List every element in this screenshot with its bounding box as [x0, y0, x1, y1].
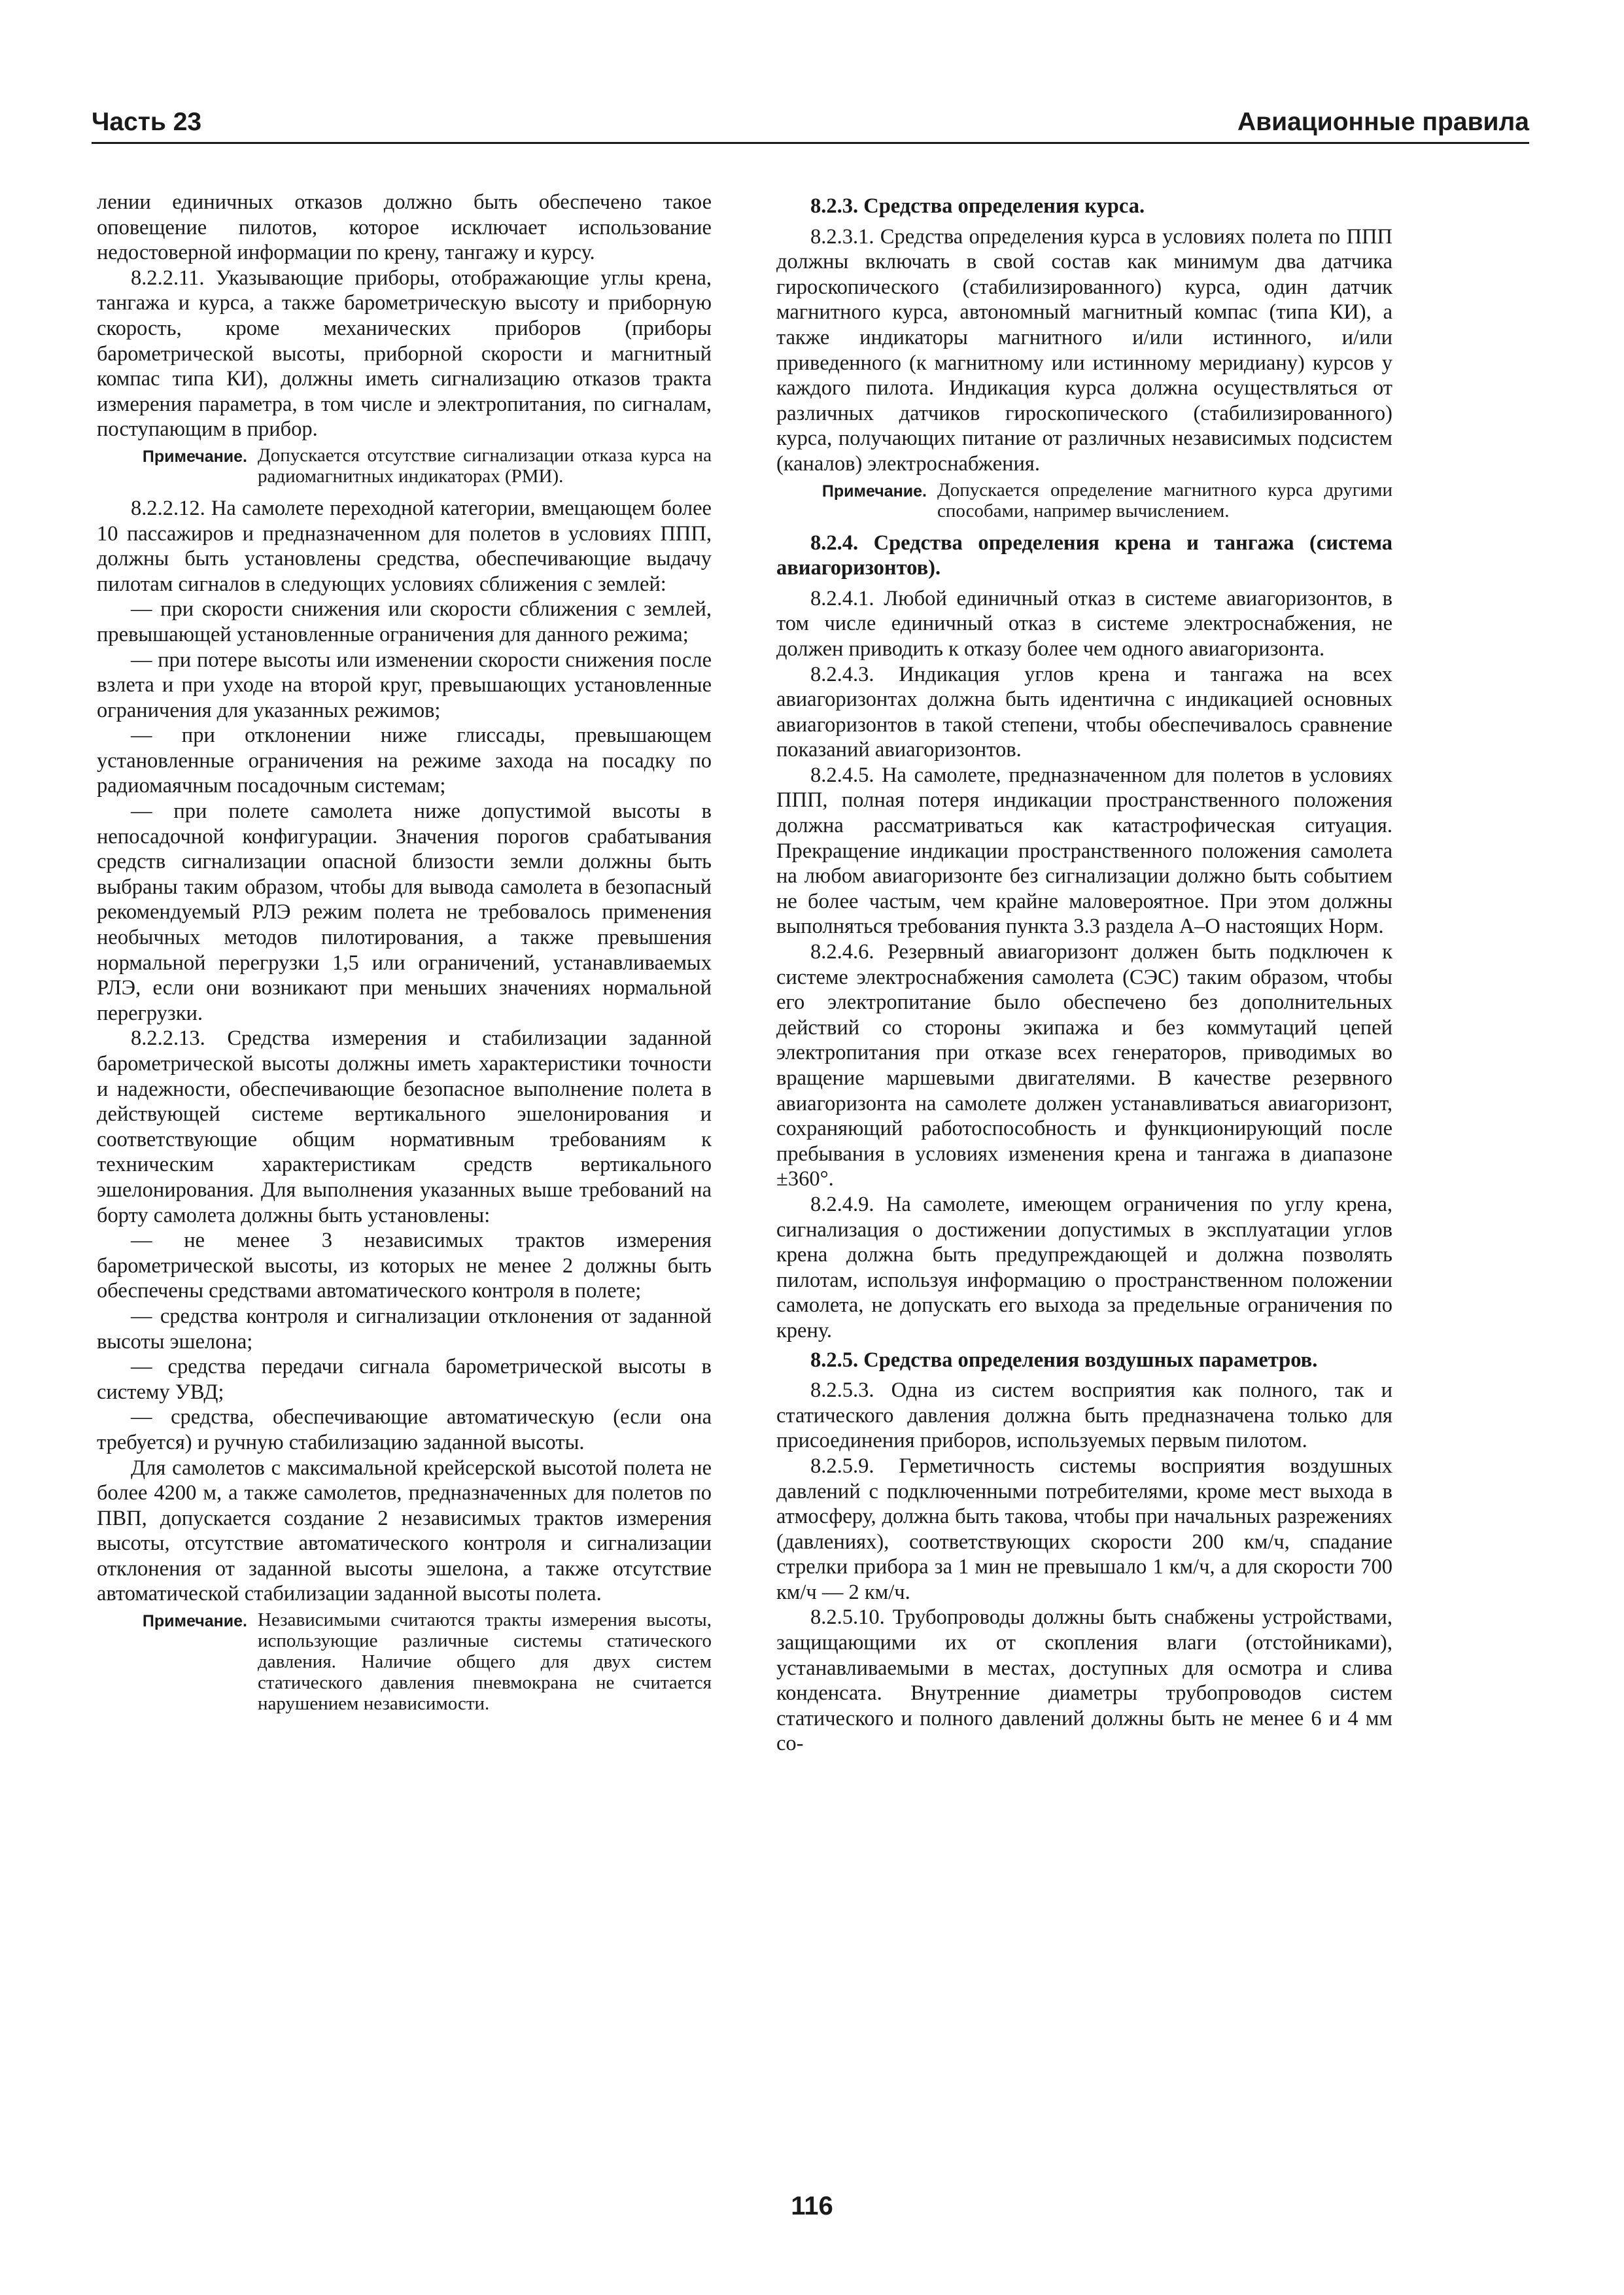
- list-item: — средства контроля и сигнализации отклонения от заданной высоты эшелона;: [97, 1304, 712, 1354]
- paragraph: 8.2.4.9. На самолете, имеющем ограничения по углу крена, сигнализация о достижении допустимых в эксплуатации углов крена должна быть предупреждающей и должна позволять пилотам, используя информацию о пространственном положении самолета, не допускать его выхода за предельные ограничения по крену.: [776, 1192, 1392, 1342]
- section-heading: 8.2.4. Средства определения крена и тангажа (система авиагоризонтов).: [776, 531, 1392, 580]
- note: [97, 1609, 712, 1714]
- paragraph: 8.2.2.12. На самолете переходной категории, вмещающем более 10 пассажиров и предназначенном для полетов в условиях ППП, должны быть установлены средства, обеспечивающие выдачу пилотам сигналов в следующих условиях сближения с землей:: [97, 496, 712, 596]
- note-text: Допускается определение магнитного курса другими способами, например вычислением.: [937, 479, 1392, 521]
- section-heading: 8.2.3. Средства определения курса.: [810, 194, 1145, 218]
- paragraph: 8.2.2.11. Указывающие приборы, отображающие углы крена, тангажа и курса, а также барометрическую высоту и приборную скорость, кроме механических приборов (приборы барометрической высоты, приборной скорости и магнитный компас типа КИ), должны иметь сигнализацию отказов тракта измерения параметра, в том числе и электропитания, по сигналам, поступающим в прибор.: [97, 266, 712, 442]
- paragraph: 8.2.4.6. Резервный авиагоризонт должен быть подключен к системе электроснабжения самолета (СЭС) таким образом, чтобы его электропитание было обеспечено без дополнительных действий со стороны экипажа и без коммутаций цепей электропитания при отказе всех генераторов, приводимых во вращение маршевыми двигателями. В качестве резервного авиагоризонта на самолете должен устанавливаться авиагоризонт, сохраняющий работоспособность и функционирующий после пребывания в условиях изменения крена и тангажа в диапазоне ±360°.: [776, 940, 1392, 1191]
- list-item: — средства, обеспечивающие автоматическую (если она требуется) и ручную стабилизацию заданной высоты.: [97, 1405, 712, 1454]
- running-header: [92, 101, 1529, 144]
- paragraph: 8.2.5.10. Трубопроводы должны быть снабжены устройствами, защищающими их от скопления влаги (отстойниками), устанавливаемыми в местах, доступных для осмотра и слива конденсата. Внутренние диаметры трубопроводов систем статического и полного давлений должны быть не менее 6 и 4 мм со-: [776, 1605, 1392, 1756]
- page-number: 116: [791, 2192, 833, 2220]
- paragraph: 8.2.4.5. На самолете, предназначенном для полетов в условиях ППП, полная потеря индикации пространственного положения должна рассматриваться как катастрофическая ситуация. Прекращение индикации пространственного положения самолета на любом авиагоризонте без сигнализации должно быть событием не более частым, чем крайне маловероятное. При этом должны выполняться требования пункта 3.3 раздела А–О настоящих Норм.: [776, 763, 1392, 939]
- note-label: Примечание.: [821, 482, 927, 500]
- paragraph: 8.2.3.1. Средства определения курса в условиях полета по ППП должны включать в свой состав как минимум два датчика гироскопического (стабилизированного) курса, один датчик магнитного курса, автономный магнитный компас (типа КИ), а также индикаторы магнитного и/или истинного, и/или приведенного (к магнитному или истинному меридиану) курсов у каждого пилота. Индикация курса должна осуществляться от различных датчиков гироскопического (стабилизированного) курса, получающих питание от различных независимых подсистем (каналов) электроснабжения.: [776, 224, 1392, 476]
- section-heading: 8.2.5. Средства определения воздушных параметров.: [810, 1348, 1318, 1372]
- left-column: [97, 190, 712, 1723]
- document-title: Авиационные правила: [1237, 108, 1529, 136]
- part-label: Часть 23: [92, 108, 202, 136]
- list-item: — не менее 3 независимых трактов измерения барометрической высоты, из которых не менее 2 должны быть обеспечены средствами автоматического контроля в полете;: [97, 1229, 712, 1303]
- paragraph: 8.2.5.9. Герметичность системы восприятия воздушных давлений с подключенными потребителями, кроме мест выхода в атмосферу, должна быть такова, чтобы при начальных разрежениях (давлениях), соответствующих скорости 200 км/ч, спадание стрелки прибора за 1 мин не превышало 1 км/ч, а для скорости 700 км/ч — 2 км/ч.: [776, 1454, 1392, 1604]
- paragraph: Для самолетов с максимальной крейсерской высотой полета не более 4200 м, а также самолетов, предназначенных для полетов по ПВП, допускается создание 2 независимых трактов измерения высоты, отсутствие автоматического контроля и сигнализации отклонения от заданной высоты эшелона, а также отсутствие автоматической стабилизации заданной высоты полета.: [97, 1456, 712, 1606]
- paragraph: 8.2.2.13. Средства измерения и стабилизации заданной барометрической высоты должны иметь характеристики точности и надежности, обеспечивающие безопасное выполнение полета в действующей системе вертикального эшелонирования и соответствующие общим нормативным требованиям к техническим характеристикам средств вертикального эшелонирования. Для выполнения указанных выше требований на борту самолета должны быть установлены:: [97, 1026, 712, 1227]
- right-column: [776, 190, 1392, 1757]
- note-text: Допускается отсутствие сигнализации отказа курса на радиомагнитных индикаторах (РМИ).: [258, 444, 712, 487]
- note-text: Независимыми считаются тракты измерения высоты, использующие различные системы статического давления. Наличие общего для двух систем статического давления пневмокрана не считается нарушением независимости.: [258, 1609, 712, 1715]
- list-item: — при скорости снижения или скорости сближения с землей, превышающей установленные ограничения для данного режима;: [97, 597, 712, 646]
- note: [776, 480, 1392, 521]
- paragraph: 8.2.5.3. Одна из систем восприятия как полного, так и статического давления должна быть предназначена только для присоединения приборов, используемых первым пилотом.: [776, 1378, 1392, 1453]
- list-item: — при полете самолета ниже допустимой высоты в непосадочной конфигурации. Значения порогов срабатывания средств сигнализации опасной близости земли должны быть выбраны таким образом, чтобы для вывода самолета в безопасный рекомендуемый РЛЭ режим полета не требовалось применения необычных методов пилотирования, а также превышения нормальной перегрузки 1,5 или ограничений, устанавливаемых РЛЭ, если они возникают при меньших значениях нормальной перегрузки.: [97, 799, 712, 1025]
- note: [97, 445, 712, 487]
- paragraph: 8.2.4.3. Индикация углов крена и тангажа на всех авиагоризонтах должна быть идентична с индикацией основных авиагоризонтов в такой степени, чтобы обеспечивалось сравнение показаний авиагоризонтов.: [776, 662, 1392, 762]
- paragraph: 8.2.4.1. Любой единичный отказ в системе авиагоризонтов, в том числе единичный отказ в системе электроснабжения, не должен приводить к отказу более чем одного авиагоризонта.: [776, 586, 1392, 661]
- list-item: — при отклонении ниже глиссады, превышающем установленные ограничения на режиме захода на посадку по радиомаячным посадочным системам;: [97, 724, 712, 798]
- paragraph: лении единичных отказов должно быть обеспечено такое оповещение пилотов, которое исключает использование недостоверной информации по крену, тангажу и курсу.: [97, 190, 712, 265]
- list-item: — при потере высоты или изменении скорости снижения после взлета и при уходе на второй круг, превышающих установленные ограничения для указанных режимов;: [97, 648, 712, 722]
- list-item: — средства передачи сигнала барометрической высоты в систему УВД;: [97, 1355, 712, 1404]
- note-label: Примечание.: [142, 1612, 247, 1631]
- note-label: Примечание.: [142, 447, 247, 466]
